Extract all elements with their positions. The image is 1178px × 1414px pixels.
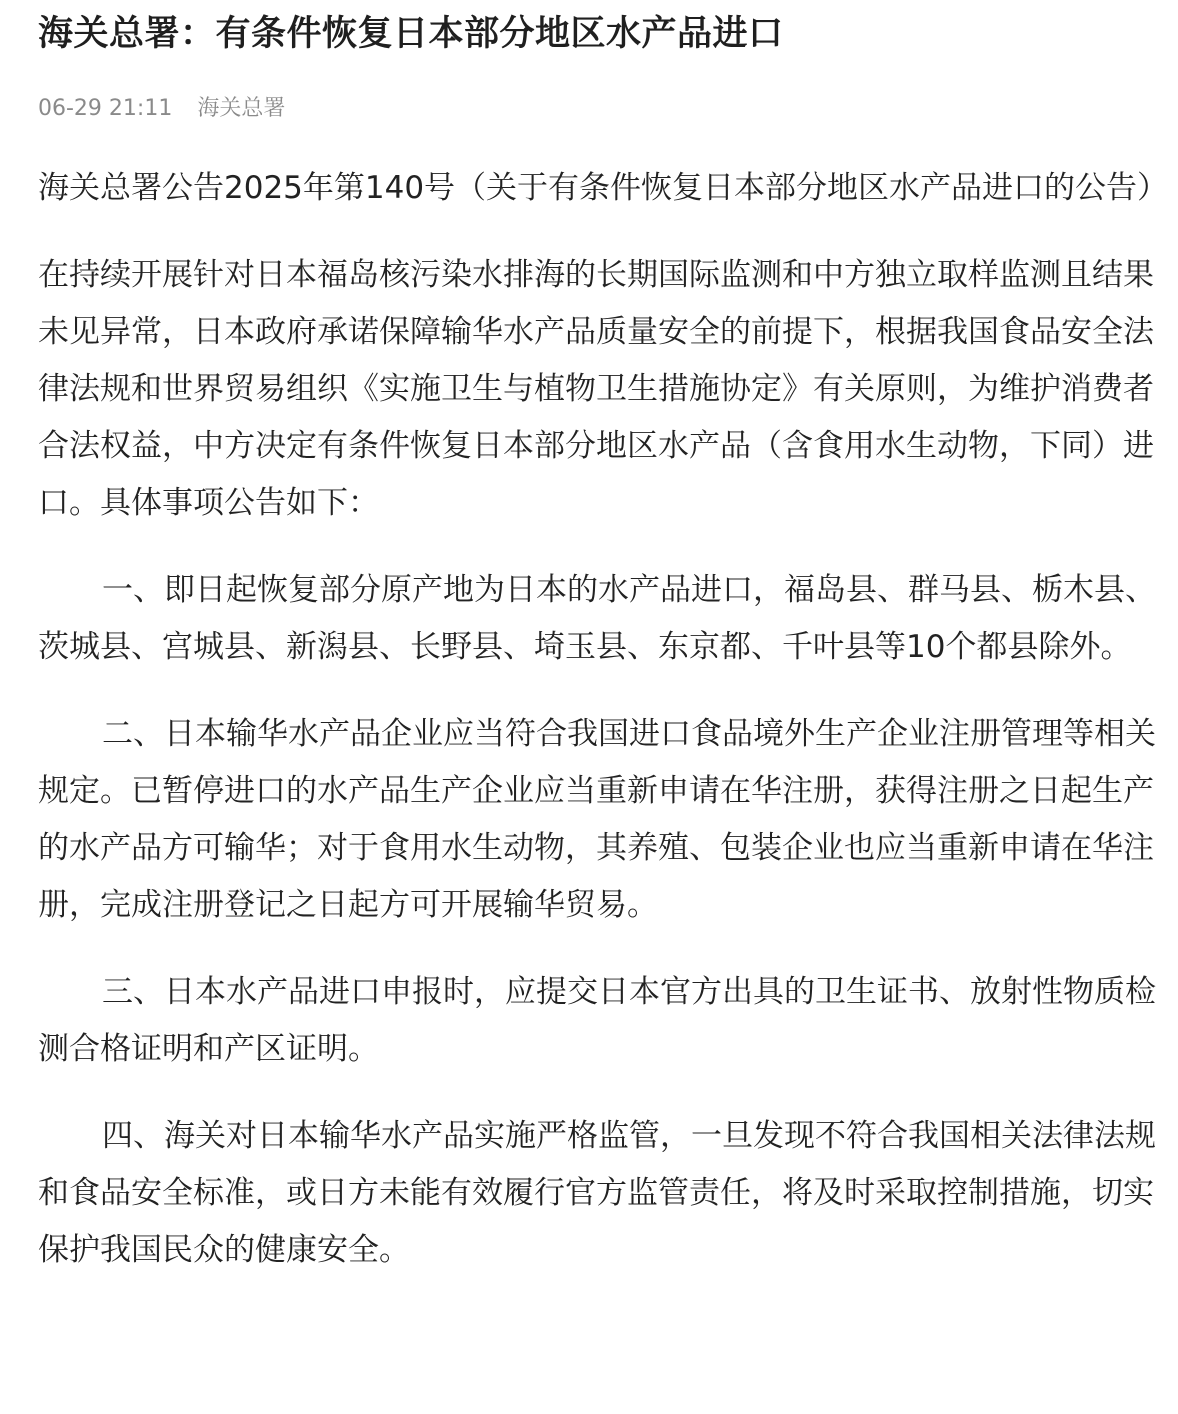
item-three-paragraph: 三、日本水产品进口申报时，应提交日本官方出具的卫生证书、放射性物质检测合格证明和产区证明。: [38, 974, 1156, 1067]
item-two-paragraph: 二、日本输华水产品企业应当符合我国进口食品境外生产企业注册管理等相关规定。已暂停进口的水产品生产企业应当重新申请在华注册，获得注册之日起生产的水产品方可输华；对于食用水生动物，其养殖、包装企业也应当重新申请在华注册，完成注册登记之日起方可开展输华贸易。: [38, 716, 1156, 923]
intro-paragraph: 在持续开展针对日本福岛核污染水排海的长期国际监测和中方独立取样监测且结果未见异常，日本政府承诺保障输华水产品质量安全的前提下，根据我国食品安全法律法规和世界贸易组织《实施卫生与植物卫生措施协定》有关原则，为维护消费者合法权益，中方决定有条件恢复日本部分地区水产品（含食用水生动物，下同）进口。具体事项公告如下：: [38, 257, 1154, 521]
article-source[interactable]: 海关总署: [197, 96, 286, 121]
article-meta: [38, 94, 1158, 124]
article-body: [38, 160, 1169, 1279]
item-one-paragraph: 一、即日起恢复部分原产地为日本的水产品进口，福岛县、群马县、栃木县、茨城县、宫城县、新潟县、长野县、埼玉县、东京都、千叶县等10个都县除外。: [38, 572, 1156, 665]
item-four-paragraph: 四、海关对日本输华水产品实施严格监管，一旦发现不符合我国相关法律法规和食品安全标准，或日方未能有效履行官方监管责任，将及时采取控制措施，切实保护我国民众的健康安全。: [38, 1118, 1156, 1268]
announcement-heading: 海关总署公告2025年第140号（关于有条件恢复日本部分地区水产品进口的公告）: [38, 170, 1169, 206]
article-title: 海关总署：有条件恢复日本部分地区水产品进口: [38, 14, 784, 54]
publish-time: 06-29 21:11: [38, 96, 173, 121]
